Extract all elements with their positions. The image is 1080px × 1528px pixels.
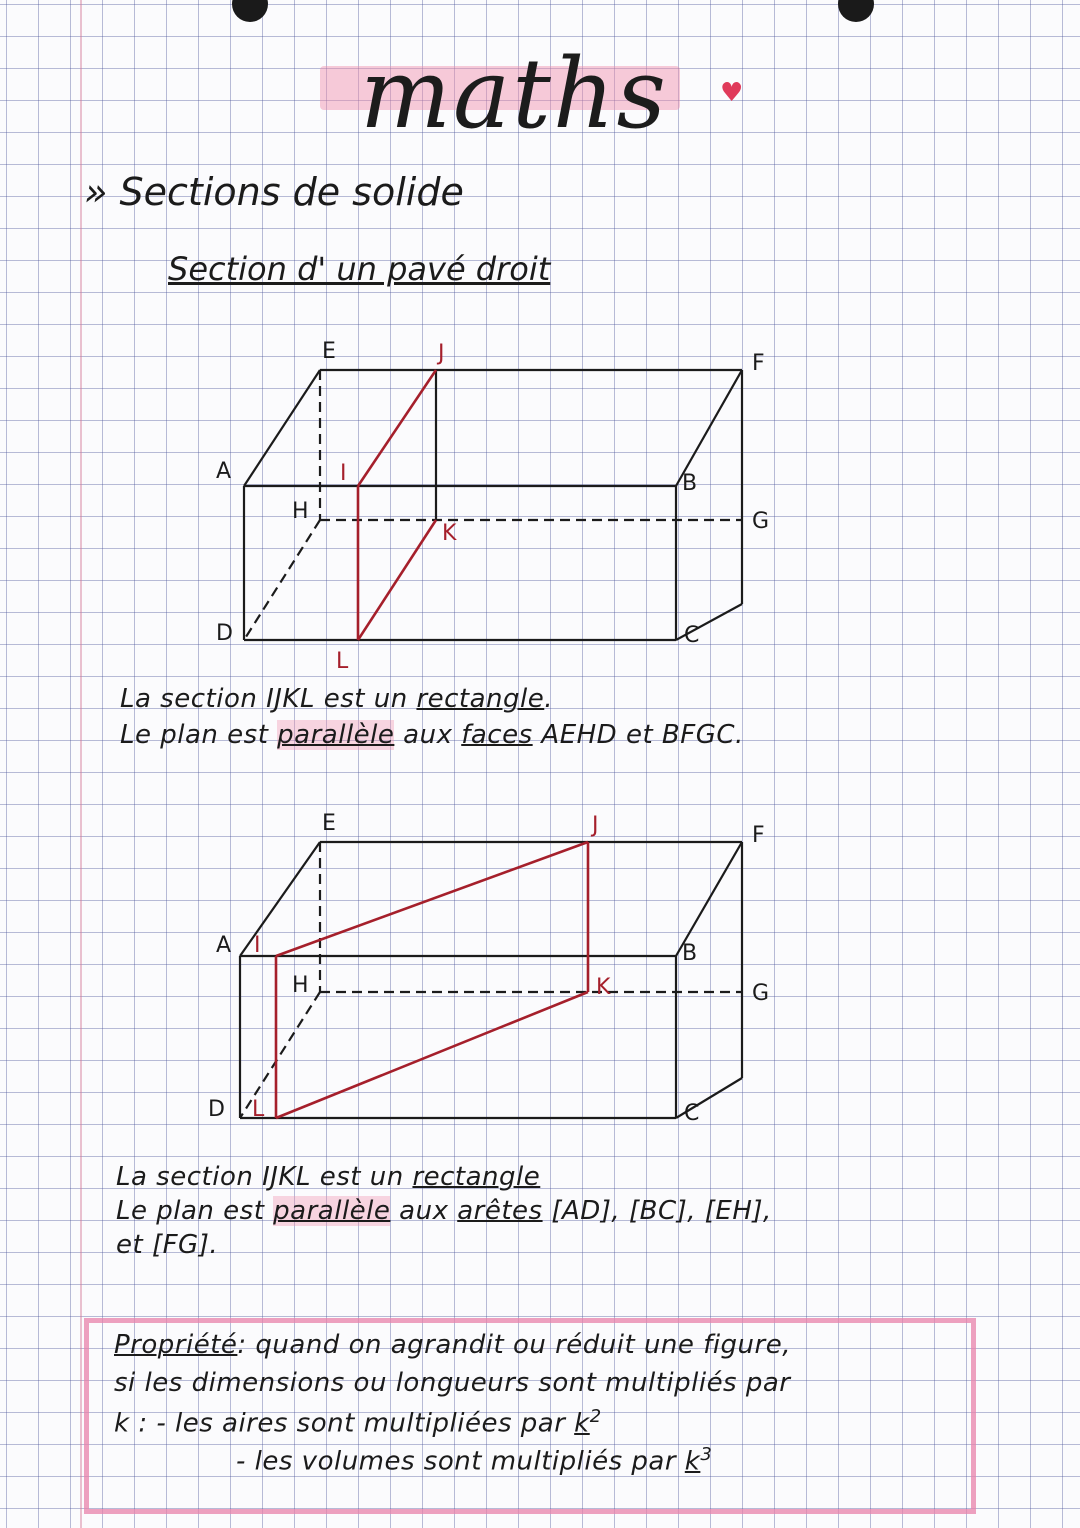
fig1-label-D: D <box>216 621 233 646</box>
property-line1 <box>114 1330 791 1360</box>
caption1b-text: Le plan est <box>120 720 278 750</box>
property-line4 <box>236 1444 712 1477</box>
fig2-label-J: J <box>592 813 599 838</box>
property-line4-text: - les volumes sont multipliés par <box>236 1446 685 1477</box>
fig2-label-B: B <box>682 941 698 966</box>
fig2-label-H: H <box>292 973 309 998</box>
page-title: maths <box>360 38 668 150</box>
figure2-cuboid <box>240 842 742 1118</box>
caption1-end: . <box>544 684 554 714</box>
fig1-label-I: I <box>340 461 347 486</box>
caption2b-end: [AD], [BC], [EH], <box>542 1196 772 1226</box>
caption2b-emphasis2: arêtes <box>457 1196 543 1226</box>
caption1b-end: AEHD et BFGC. <box>532 720 744 750</box>
section2-LK <box>276 992 588 1118</box>
figure2-caption-line2 <box>116 1196 772 1226</box>
section2-IJ <box>276 842 588 956</box>
fig1-label-F: F <box>752 351 765 376</box>
section-heading: » Sections de solide <box>84 170 464 214</box>
fig2-label-F: F <box>752 823 765 848</box>
fig1-label-J: J <box>438 341 445 366</box>
fig2-label-E: E <box>322 811 336 836</box>
property-k-squared-base: k <box>574 1408 590 1439</box>
property-line1-text: : quand on agrandit ou réduit une figure, <box>237 1330 791 1360</box>
caption2-text: La section IJKL est un <box>116 1162 413 1192</box>
figure1-cuboid <box>244 370 742 640</box>
figure2-caption-line3: et [FG]. <box>116 1230 219 1260</box>
edge2-AE <box>240 842 320 956</box>
fig1-label-E: E <box>322 339 336 364</box>
fig1-label-C: C <box>684 623 700 648</box>
figure1-section <box>358 370 436 640</box>
caption1-emphasis: rectangle <box>416 684 545 714</box>
fig2-label-I: I <box>254 933 261 958</box>
fig1-label-H: H <box>292 499 309 524</box>
caption2b-emphasis: parallèle <box>273 1196 391 1226</box>
fig2-label-D: D <box>208 1097 225 1122</box>
fig1-label-B: B <box>682 471 698 496</box>
property-line3-text: : - les aires sont multipliées par <box>129 1408 575 1439</box>
section1-LK <box>358 520 436 640</box>
fig2-label-G: G <box>752 981 770 1006</box>
figure2-labels <box>208 811 769 1126</box>
figure1-labels <box>216 339 769 674</box>
fig2-label-K: K <box>596 975 611 1000</box>
section1-IJ <box>358 370 436 486</box>
edge-HD-hidden <box>244 520 320 640</box>
caption2b-text: Le plan est <box>116 1196 274 1226</box>
property-exp-3: 3 <box>700 1444 713 1465</box>
property-exp-2: 2 <box>589 1406 602 1427</box>
figure1-caption-line2 <box>120 720 744 750</box>
caption1-text: La section IJKL est un <box>120 684 417 714</box>
caption2-emphasis: rectangle <box>412 1162 541 1192</box>
fig1-label-K: K <box>442 521 457 546</box>
edge2-BF <box>676 842 742 956</box>
fig2-label-C: C <box>684 1101 700 1126</box>
section-subheading: Section d' un pavé droit <box>168 250 551 288</box>
caption2b-mid: aux <box>390 1196 458 1226</box>
figure2-section <box>276 842 588 1118</box>
property-k: k <box>114 1408 130 1439</box>
fig1-label-A: A <box>216 459 232 484</box>
figure1-caption-line1 <box>120 684 553 714</box>
caption1b-emphasis2: faces <box>461 720 533 750</box>
fig2-label-A: A <box>216 933 232 958</box>
fig2-label-L: L <box>252 1097 265 1122</box>
edge-AE <box>244 370 320 486</box>
property-line2: si les dimensions ou longueurs sont multipliés par <box>114 1368 791 1398</box>
property-line3 <box>114 1406 602 1439</box>
heart-icon: ♥ <box>720 78 744 108</box>
fig1-label-L: L <box>336 649 349 674</box>
figure2-caption-line1 <box>116 1162 540 1192</box>
property-label: Propriété <box>114 1330 238 1360</box>
property-k-cubed-base: k <box>684 1446 701 1477</box>
fig1-label-G: G <box>752 509 770 534</box>
caption1b-emphasis: parallèle <box>277 720 395 750</box>
caption1b-mid: aux <box>394 720 462 750</box>
edge-BF <box>676 370 742 486</box>
